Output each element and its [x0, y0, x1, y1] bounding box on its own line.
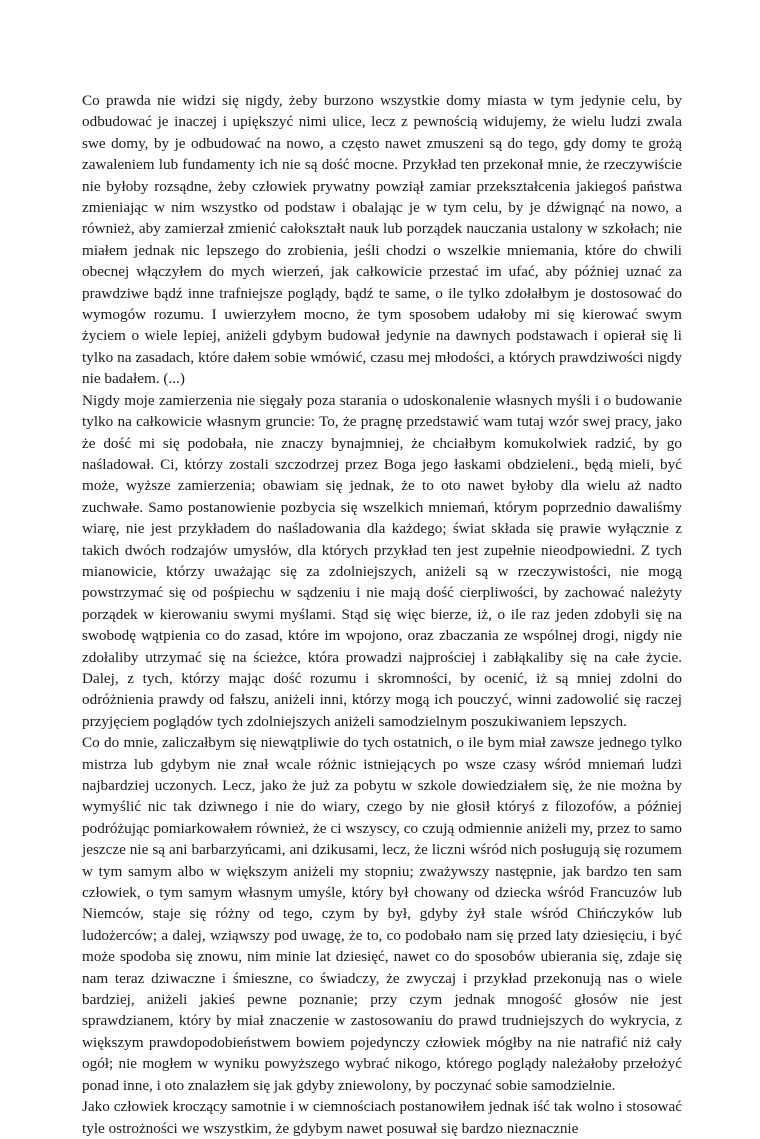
paragraph-1: Co prawda nie widzi się nigdy, żeby burzono wszystkie domy miasta w tym jedynie celu, by odbudować je inaczej i upiększyć nimi ulice, lecz z pewnością widujemy, że wielu ludzi zwala swe domy, by je odbudować na nowo, a często nawet zmuszeni są do tego, gdy domy te grożą zawaleniem lub fundamenty ich nie są dość mocne. Przykład ten przekonał mnie, że rzeczywiście nie byłoby rozsądne, żeby człowiek prywatny powziął zamiar przekształcenia jakiegoś państwa zmieniając w nim wszystko od podstaw i obalając je w tym celu, by je dźwignąć na nowo, a również, aby zamierzał zmienić całokształt nauk lub porządek nauczania ustalony w szkołach; nie miałem jednak nic lepszego do zrobienia, jeśli chodzi o wszelkie mniemania, które do chwili obecnej włączyłem do mych wierzeń, jak całkowicie przestać im ufać, aby później uznać za prawdziwe bądź inne trafniejsze poglądy, bądź te same, o ile tylko zdołałbym je dostosować do wymogów rozumu. I uwierzyłem mocno, że tym sposobem udałoby mi się kierować swym życiem o wiele lepiej, aniżeli gdybym budował jedynie na dawnych podstawach i opierał się li tylko na zasadach, które dałem sobie wmówić, czasu mej młodości, a których prawdziwości nigdy nie badałem. (...) — [82, 92, 682, 388]
paragraph-2: Nigdy moje zamierzenia nie sięgały poza starania o udoskonalenie własnych myśli i o budowanie tylko na całkowicie własnym gruncie: To, że pragnę przedstawić wam tutaj wzór swej pracy, jako że dość mi się podobała, nie znaczy bynajmniej, że chciałbym komukolwiek radzić, by go naśladował. Ci, którzy zostali szczodrzej przez Boga jego łaskami obdzieleni., będą mieli, być może, wyższe zamierzenia; obawiam się jednak, że to oto nawet byłoby dla wielu aż nadto zuchwałe. Samo postanowienie pozbycia się wszelkich mniemań, którym poprzednio dawaliśmy wiarę, nie jest przykładem do naśladowania dla każdego; świat składa się prawie wyłącznie z takich dwóch rodzajów umysłów, dla których przykład ten jest zupełnie nieodpowiedni. Z tych mianowicie, którzy uważając się za zdolniejszych, aniżeli są w rzeczywistości, nie mogą powstrzymać się od pośpiechu w sądzeniu i nie mają dość cierpliwości, by zachować należyty porządek w kierowaniu swymi myślami. Stąd się więc bierze, iż, o ile raz jeden zdobyli się na swobodę wątpienia co do zasad, które im wpojono, oraz zbaczania ze wspólnej drogi, nigdy nie zdołaliby utrzymać się na ścieżce, która prowadzi najprościej i zabłąkaliby się na całe życie. Dalej, z tych, którzy mając dość rozumu i skromności, by ocenić, iż są mniej zdolni do odróżnienia prawdy od fałszu, aniżeli inni, którzy mogą ich pouczyć, winni zadowolić się raczej przyjęciem poglądów tych zdolniejszych aniżeli samodzielnym poszukiwaniem lepszych. — [82, 391, 682, 730]
paragraph-4: Jako człowiek kroczący samotnie i w ciemnościach postanowiłem jednak iść tak wolno i stosować tyle ostrożności we wszystkim, że gdybym nawet posuwał się bardzo nieznacznie — [82, 1098, 682, 1137]
body-text — [82, 90, 682, 1139]
paragraph-3: Co do mnie, zaliczałbym się niewątpliwie do tych ostatnich, o ile bym miał zawsze jednego tylko mistrza lub gdybym nie znał wcale różnic istniejących po wsze czasy wśród mniemań ludzi najbardziej uczonych. Lecz, jako że już za pobytu w szkole dowiedziałem się, że nie można by wymyślić nic tak dziwnego i nie do wiary, czego by nie głosił któryś z filozofów, a później podróżując pomiarkowałem również, że ci wszyscy, co czują odmiennie aniżeli my, przez to samo jeszcze nie są ani barbarzyńcami, ani dzikusami, lecz, że liczni wśród nich posługują się rozumem w tym samym albo w większym aniżeli my stopniu; zważywszy następnie, jak bardzo ten sam człowiek, o tym samym własnym umyśle, który był chowany od dziecka wśród Francuzów lub Niemców, staje się różny od tego, czym by był, gdyby żył stale wśród Chińczyków lub ludożerców; a dalej, wziąwszy pod uwagę, że to, co podobało nam się przed laty dziesięciu, i być może spodoba się znowu, nim minie lat dziesięć, nawet co do sposobów ubierania się, zdaje się nam teraz dziwaczne i śmieszne, co świadczy, że zwyczaj i przykład przekonują nas o wiele bardziej, aniżeli jakieś pewne poznanie; przy czym jednak mnogość głosów nie jest sprawdzianem, który by miał znaczenie w zastosowaniu do prawd trudniejszych do wykrycia, z większym prawdopodobieństwem bowiem pojedynczy człowiek mógłby na nie natrafić niż cały ogół; nie mogłem w wyniku powyższego wybrać nikogo, którego poglądy należałoby przełożyć ponad inne, i oto znalazłem się jak gdyby zniewolony, by poczynać sobie samodzielnie. — [82, 734, 682, 1094]
